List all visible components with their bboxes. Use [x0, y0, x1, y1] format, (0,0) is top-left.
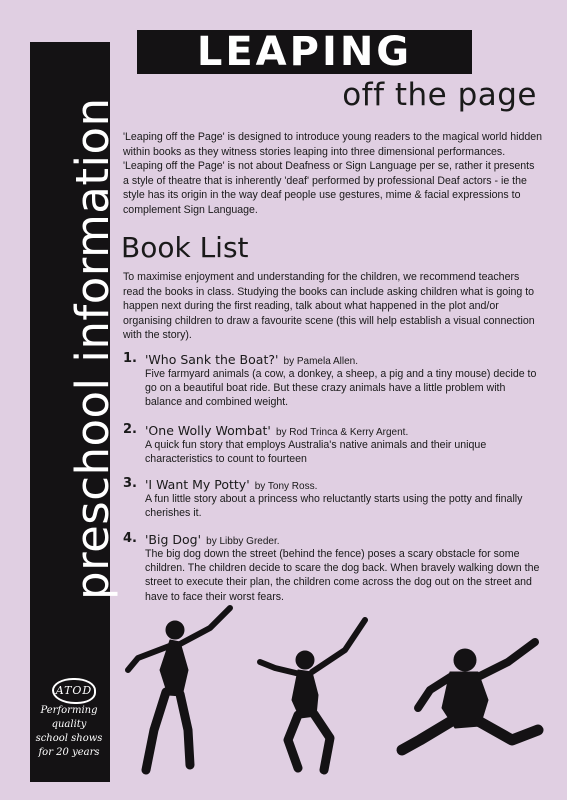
book-description: Five farmyard animals (a cow, a donkey, a sheep, a pig and a tiny mouse) decide to go on a beautiful boat ride. But these crazy animals have a little problem with balance and combined weight. [145, 368, 537, 409]
page-subtitle: off the page [342, 77, 537, 113]
book-author: by Tony Ross. [254, 481, 318, 492]
book-number: 2. [123, 422, 137, 437]
atod-logo: ATOD [52, 678, 96, 704]
book-number: 4. [123, 531, 137, 546]
book-title: 'Who Sank the Boat?' [145, 352, 279, 367]
performers-silhouettes [120, 600, 560, 790]
book-description: The big dog down the street (behind the fence) poses a scary obstacle for some children. The children decide to scare the dog back. When bravely walking down the street to execute their plan, the children come across the dog out on the street and have to face their worst fears. [145, 548, 540, 603]
book-author: by Rod Trinca & Kerry Argent. [275, 427, 409, 438]
tagline-line: quality [51, 719, 87, 730]
book-number: 1. [123, 351, 137, 366]
intro-paragraph: 'Leaping off the Page' is designed to introduce young readers to the magical world hidden within books as they witness stories leaping into three dimensional performances. 'Leaping off the Page' is not about Deafness or Sign Language per se, rather it presents a style of theatre that is inherently 'deaf' performed by professional Deaf actors - ie the style has its origin in the way deaf people use gestures, mime & facial expressions to complement Sign Language. [123, 131, 543, 216]
tagline-line: for 20 years [38, 747, 100, 758]
book-description: A fun little story about a princess who reluctantly starts using the potty and finally cherishes it. [145, 493, 523, 520]
book-list-intro: To maximise enjoyment and understanding for the children, we recommend teachers read the books in class. Studying the books can include asking children what is going to happen next during the first reading, talk about what happened in the plot and/or organising children to draw a favourite scene (this will help establish a visual connection with the story). [123, 271, 535, 342]
book-author: by Libby Greder. [206, 536, 280, 547]
tagline-line: Performing [40, 705, 98, 716]
book-title: 'Big Dog' [145, 532, 202, 547]
book-list-heading: Book List [121, 231, 249, 264]
sidebar-tagline [34, 704, 104, 760]
performer-silhouette [128, 608, 230, 770]
book-description: A quick fun story that employs Australia's native animals and their unique characteristics to count to fourteen [145, 439, 487, 466]
book-title: 'One Wolly Wombat' [145, 423, 271, 438]
performer-silhouette [402, 642, 538, 750]
leaping-performers-photo [120, 600, 560, 790]
performer-silhouette [260, 620, 365, 770]
sidebar-vertical-title: preschool information [66, 97, 119, 600]
book-author: by Pamela Allen. [283, 356, 359, 367]
book-title: 'I Want My Potty' [145, 477, 250, 492]
book-number: 3. [123, 476, 137, 491]
page-title: LEAPING [137, 30, 472, 74]
tagline-line: school shows [35, 733, 103, 744]
